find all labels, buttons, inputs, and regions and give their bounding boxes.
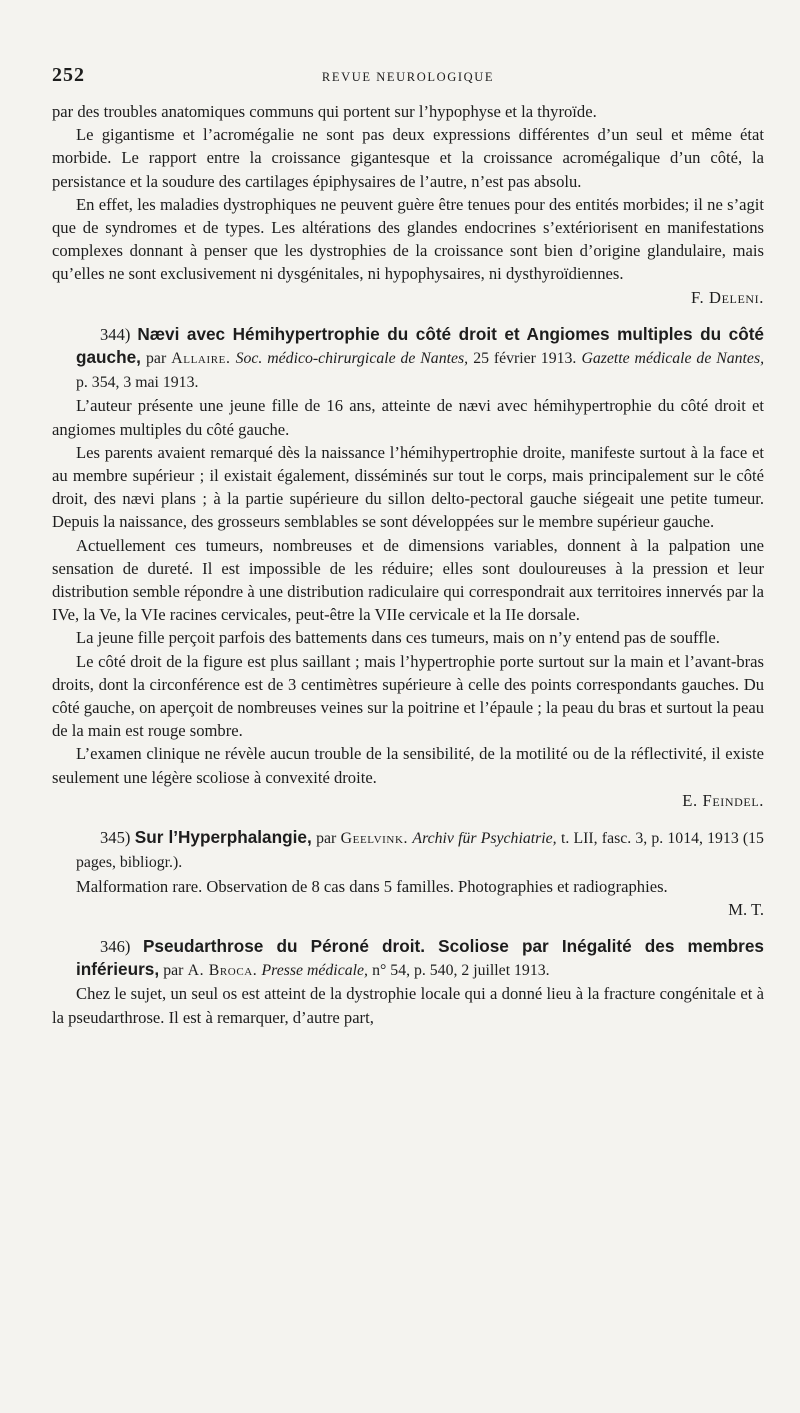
entry-346 <box>52 935 764 1029</box>
entry-344-paragraph-3: Actuellement ces tumeurs, nombreuses et de dimensions variables, donnent à la palpation une sensation de dureté. Il est impossible de les réduire; elles sont douloureuses à la pression et leur distribution semble répondre à une distribution radiculaire qui correspondrait aux territoires innervés par la IVe, la Ve, la VIe racines cervicales, peut-être la VIIe cervicale et la IIe dorsale. <box>52 535 764 625</box>
entry-344-date-2: p. 354, 3 mai 1913. <box>76 374 199 392</box>
entry-344-paragraph-2: Les parents avaient remarqué dès la naissance l’hémihypertrophie droite, manifeste surtout à la face et au membre supérieur ; il existait également, disséminés sur tout le corps, mais principalement sur le côté droit, des nævi plans ; à la partie supérieure du sillon delto-pectoral gauche siégeait une petite tumeur. Depuis la naissance, des grosseurs semblables se sont développées sur le membre supérieur gauche. <box>52 442 764 532</box>
page-header <box>52 64 764 100</box>
entry-345-details: t. LII, fasc. 3, p. 1014, 1913 (15 pages, bibliogr.). <box>76 830 764 872</box>
entry-346-paragraph-1: Chez le sujet, un seul os est atteint de la dystrophie locale qui a donné lieu à la fracture congénitale et à la pseudarthrose. Il est à remarquer, d’autre part, <box>52 984 764 1027</box>
entry-345-paragraph-1: Malformation rare. Observation de 8 cas dans 5 familles. Photographies et radiographies. <box>76 876 668 896</box>
entry-346-details: n° 54, p. 540, 2 juillet 1913. <box>372 962 550 980</box>
entry-344-paragraph-6: L’examen clinique ne révèle aucun trouble de la sensibilité, de la motilité ou de la réflectivité, il existe seulement une légère scoliose à convexité droite. <box>52 744 764 787</box>
entry-344-journal-1: Soc. médico-chirurgicale de Nantes, <box>235 350 469 368</box>
entry-344-date-1: 25 février 1913. <box>473 350 577 368</box>
intro-paragraph-2: Le gigantisme et l’acromégalie ne sont pas deux expressions différentes d’un seul et même état morbide. Le rapport entre la croissance gigantesque et la croissance acromégalique d’un côté, la persistance et la soudure des cartilages épiphysaires de l’autre, n’est pas absolu. <box>52 125 764 191</box>
entry-344-paragraph-5: Le côté droit de la figure est plus saillant ; mais l’hypertrophie porte surtout sur la main et l’avant-bras droits, dont la circonférence est de 3 centimètres supérieure à celle des points correspondants gauches. Du côté gauche, on aperçoit de nombreuses veines sur la poitrine et l’épaule ; la peau du bras et surtout la peau de la main est rouge sombre. <box>52 651 764 741</box>
running-title: REVUE NEUROLOGIQUE <box>321 70 495 84</box>
entry-345-signature: M. T. <box>728 899 764 919</box>
entry-344-signature: E. Feindel. <box>682 790 764 810</box>
entry-345-heading <box>52 826 764 874</box>
entry-345-title: Sur l’Hyperphalangie, <box>134 827 312 848</box>
entry-344-paragraph-1: L’auteur présente une jeune fille de 16 ans, atteinte de nævi avec hémihypertrophie du côté droit et angiomes multiples du côté gauche. <box>52 396 764 439</box>
entry-346-heading <box>52 935 764 982</box>
page-number: 252 <box>52 64 85 86</box>
entry-346-number: 346) <box>100 936 131 956</box>
entry-345-by: par <box>316 830 337 848</box>
entry-345-journal: Archiv für Psychiatrie, <box>412 830 557 848</box>
entry-344-title: Nævi avec Hémihypertrophie du côté droit et Angiomes multiples du côté gauche, <box>76 323 764 368</box>
entry-344-author: Allaire. <box>171 350 231 368</box>
entry-344 <box>52 323 764 812</box>
entry-344-number: 344) <box>100 324 131 344</box>
entry-345-author: Geelvink. <box>340 830 409 848</box>
entry-346-journal: Presse médicale, <box>261 962 368 980</box>
entry-344-journal-2: Gazette médicale de Nantes, <box>581 350 765 368</box>
intro-paragraph-1: par des troubles anatomiques communs qui portent sur l’hypophyse et la thyroïde. <box>52 102 597 121</box>
article-body <box>52 100 764 1029</box>
intro-paragraph-3: En effet, les maladies dystrophiques ne peuvent guère être tenues pour des entités morbides; il ne s’agit que de syndromes et de types. Les altérations des glandes endocrines s’extériorisent en manifestations complexes donnant à penser que les dystrophies de la croissance sont bien d’origine glandulaire, mais qu’elles ne sont exclusivement ni dysgénitales, ni hypophysaires, ni dysthyroïdiennes. <box>52 194 764 284</box>
entry-344-paragraph-4: La jeune fille perçoit parfois des battements dans ces tumeurs, mais on n’y entend pas de souffle. <box>76 628 720 648</box>
entry-346-by: par <box>163 962 184 980</box>
intro-signature: F. Deleni. <box>691 287 764 307</box>
entry-345 <box>52 826 764 921</box>
entry-344-heading <box>52 323 764 395</box>
entry-344-by: par <box>146 350 167 368</box>
page <box>52 64 764 1029</box>
entry-345-number: 345) <box>100 828 131 848</box>
entry-346-author: A. Broca. <box>187 962 258 980</box>
entry-346-title: Pseudarthrose du Péroné droit. Scoliose par Inégalité des membres inférieurs, <box>76 935 764 980</box>
